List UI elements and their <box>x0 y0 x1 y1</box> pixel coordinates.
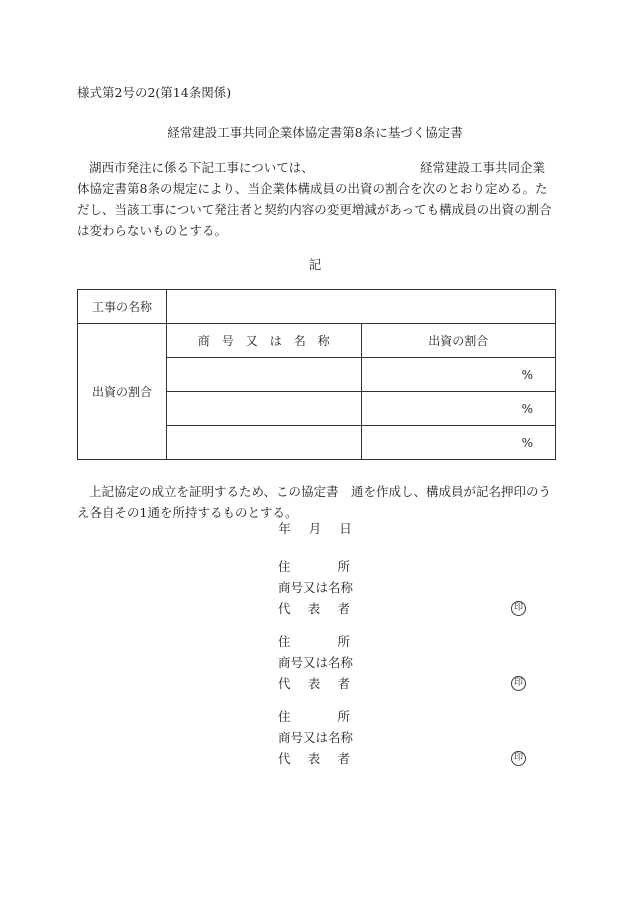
company-name-label: 商号又は名称 <box>278 655 354 670</box>
company-name-label: 商号又は名称 <box>278 580 354 595</box>
document-title: 経常建設工事共同企業体協定書第8条に基づく協定書 <box>167 125 463 140</box>
year-label: 年 <box>278 521 291 536</box>
form-number: 様式第2号の2(第14条関係) <box>77 85 232 100</box>
representative-label: 代表者 <box>278 601 350 616</box>
ratio-cell: % <box>361 392 556 426</box>
ki-heading: 記 <box>308 257 322 272</box>
representative-label: 代表者 <box>278 676 350 691</box>
member-name-cell <box>167 358 362 392</box>
project-name-label: 工事の名称 <box>78 290 167 324</box>
member-block <box>278 556 533 619</box>
company-name-label: 商号又は名称 <box>278 730 354 745</box>
ratio-header: 出資の割合 <box>361 324 556 358</box>
address-label: 住所 <box>278 709 350 724</box>
seal-icon: 印 <box>511 676 526 691</box>
closing-paragraph <box>77 481 557 523</box>
member-block <box>278 706 533 769</box>
month-label: 月 <box>308 521 322 536</box>
member-name-cell <box>167 426 362 460</box>
seal-icon: 印 <box>511 601 526 616</box>
member-block <box>278 631 533 694</box>
ratio-cell: % <box>361 426 556 460</box>
table-header-row <box>78 324 556 358</box>
contribution-label: 出資の割合 <box>78 324 167 460</box>
contribution-table <box>77 289 556 460</box>
project-name-row <box>78 290 556 324</box>
closing-text: 上記協定の成立を証明するため、この協定書 通を作成し、構成員が記名押印のうえ各自その1通を所持するものとする。 <box>77 484 552 520</box>
representative-label: 代表者 <box>278 751 350 766</box>
address-label: 住所 <box>278 634 350 649</box>
seal-icon: 印 <box>511 751 526 766</box>
member-name-cell <box>167 392 362 426</box>
day-label: 日 <box>339 521 352 536</box>
date-line <box>0 519 630 537</box>
address-label: 住所 <box>278 559 350 574</box>
project-name-value <box>167 290 556 324</box>
company-name-header: 商 号 又 は 名 称 <box>167 324 362 358</box>
intro-text: 湖西市発注に係る下記工事については、 経常建設工事共同企業体協定書第8条の規定により、当企業体構成員の出資の割合を次のとおり定める。ただし、当該工事について発注者と契約内容の変更増減があっても構成員の出資の割合は変わらないものとする。 <box>77 160 552 238</box>
intro-paragraph <box>77 157 557 241</box>
ratio-cell: % <box>361 358 556 392</box>
